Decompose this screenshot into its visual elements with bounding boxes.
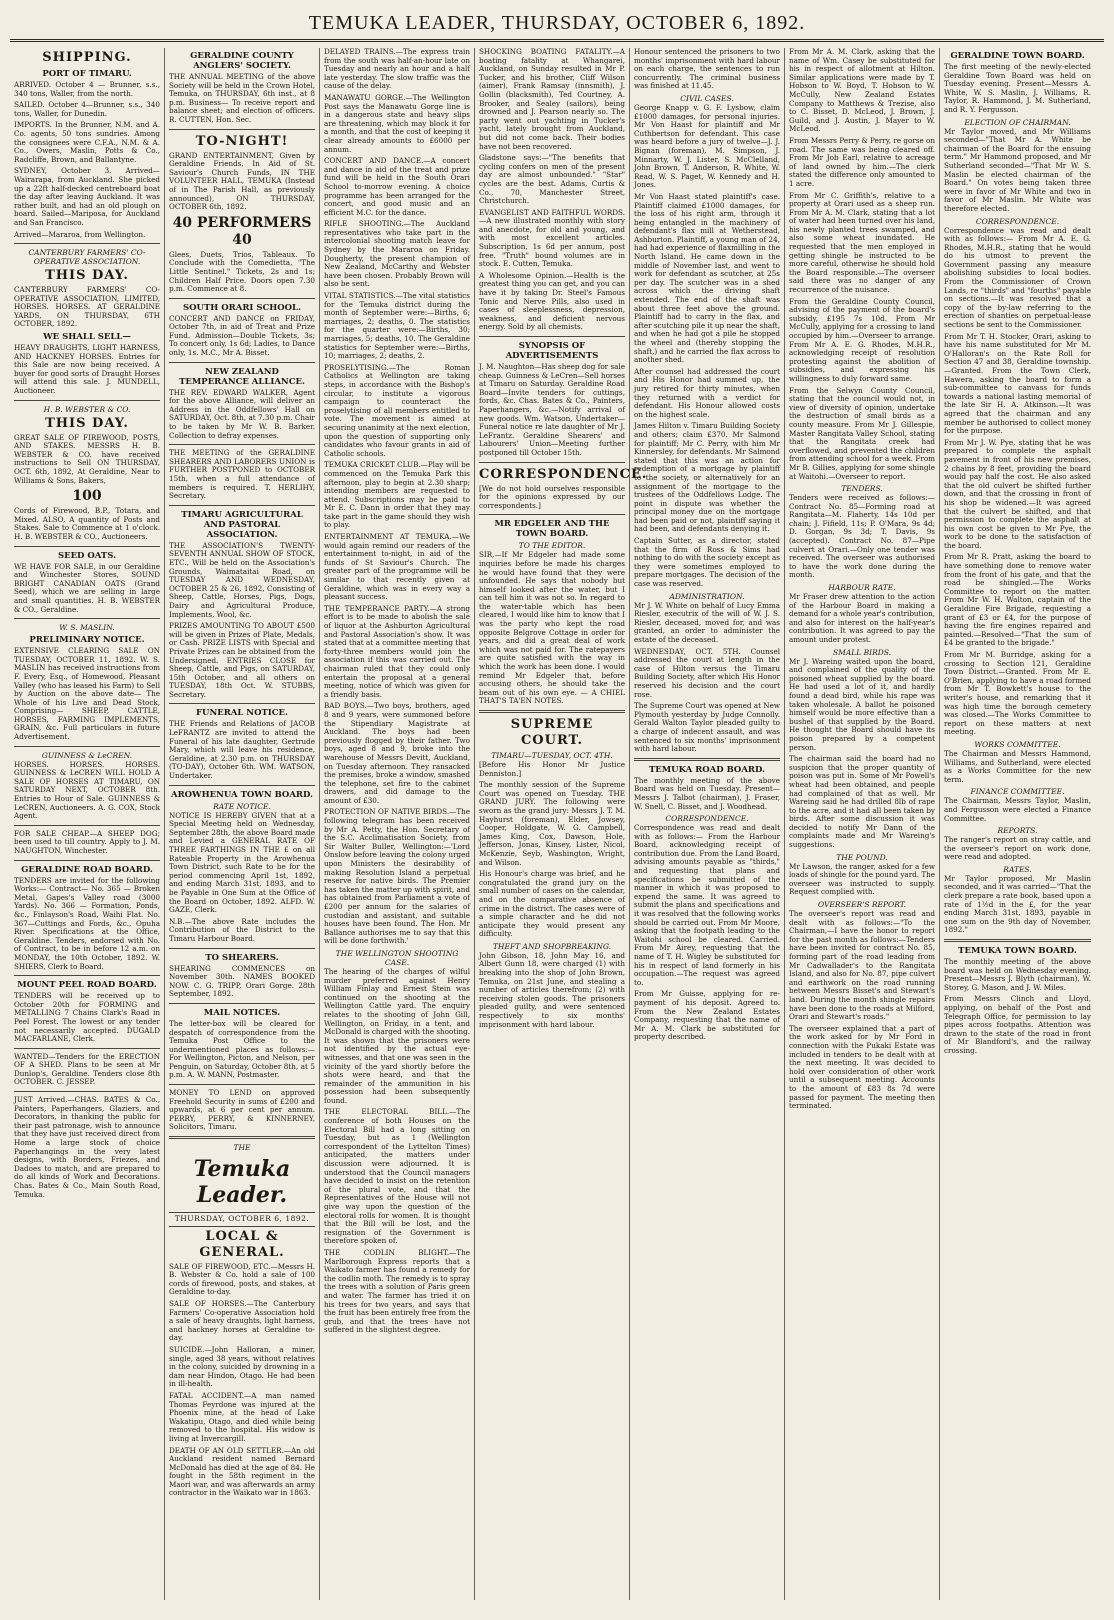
shipping-arrived: ARRIVED. October 4 — Brunner, s.s., 340 tons, Waller, from the north. [14,80,160,98]
works-committee: The Chairman and Messrs Hammond, Williams, and Sutherland, were elected as a Works Committee for the new term. [944,748,1091,784]
edgeler-heading: MR EDGELER AND THE TOWN BOARD. [494,519,610,540]
rate-notice: NOTICE IS HEREBY GIVEN that at a Special Meeting held on Wednesday, September 28th, the above Board made and Levied a GENERAL RATE OF THREE FARTHINGS IN THE £ on all Rateable Property in the Arowhenua Town District, such Rate to be for the period commencing April 1st, 1892, and ending March 31st, 1893, and to be Payable in One Sum at the Office of the Board on October, 1892. ALFD. W. GAZE, Clerk. [169,810,315,915]
theft-case: John Gibson, 18, John May 16, and Albert Gunn 18, were charged (1) with breaking into the shop of John Brown, Temuka, on 21st June, and stealing a number of articles therefrom; (2) with receiving stolen goods. The prisoners pleaded guilty, and were sentenced respectively to six months' imprisonment with hard labour. [479,950,625,1029]
divider [14,975,160,976]
divider [634,758,780,761]
gtb-correspondence-heading: CORRESPONDENCE. [975,216,1060,226]
edgeler-letter: SIR,—If Mr Edgeler had made some inquiries before he made his charges he would have found that they were unfounded. He says that nobody but himself looked after the water, but I can tell him it was not so. In regard to the water-table which has been cleared, I would like him to know that I was the party who kept the road opposite Belgrove Cottage in order for years, and did a great deal of work which was not paid for. The ratepayers are quite satisfied with the way in which the work has been done. I would remind Mr Edgeler that, before accusing others, he should take the beam out of his own eye. — A CHIEL THAT'S TA'EN NOTES. [479,550,625,706]
overseer-explained: The overseer explained that a part of the work asked for by Mr Ford in connection with the Pukaki Estate was included in tenders to be dealt with at the next meeting. It was decided to hold over consideration of other work until a subsequent meeting. Accounts to the amount of £83 8s 7d were passed for payment. The meeting then terminated. [789,1023,935,1111]
shearers-heading: TO SHEARERS. [205,952,279,963]
pound: Mr Lawson, the ranger, asked for a few loads of shingle for the pound yard. The overseer was instructed to supply. Request complied with. [789,861,935,897]
local-item-5: DEATH OF AN OLD SETTLER.—An old Auckland resident named Bernard McDonald has died at the age of 84. He fought in the 58th regiment in the Maori war, and was afterwards an army contractor in the Waikato war in 1863. [169,1445,315,1498]
synopsis-list: J. M. Naughton—Has sheep dog for sale cheap. Guinness & LeCren—Sell horses at Timaru on Saturday. Geraldine Road Board—Invite tenders for cuttings, fords, &c. Chas. Bates & Co., Painters, Paperhangers, &c.—Notify arrival of new goods. Wm. Watson, Undertaker—Funeral notice re late daughter of Mr J. LeFrantz. Geraldine Shearers' and Labourers' Union—Meeting further postponed till October 15th. [479,362,625,457]
synopsis-heading: SYNOPSIS OF ADVERTISEMENTS [505,341,599,361]
supreme-court-heading: SUPREME COURT. [510,717,594,748]
electoral-bill: THE ELECTORAL BILL.—The conference of both Houses on the Electoral Bill had a long sitting on Tuesday, but as 1 (Wellington correspondent of the Lyttelton Times) anticipated, the matters under discussion were adjourned. It is understood that the Council managers have decided to insist on the retention of the plural vote, and that the Representatives of the House will not give way upon the question of the electoral rolls for women. It is thought that the Bill will be lost, and the resignation of the Government is therefore spoken of. [324,1107,470,1246]
divider [169,362,315,363]
divider [169,444,315,445]
column-2 [165,48,320,1600]
finance-committee-heading: FINANCE COMMITTEE. [970,787,1065,797]
clark-application: From Mr A. M. Clark, asking that the name of Wm. Casey be substituted for his in respect of allotment at Hilton. Similar applications were made by T. Hobson to W. Boyd, T. Hobson to W. McCully, New Zealand Estates Company to Matthews & Trezise, also to C. Bisset, D. McLeod, J. Brown, J. Guild, and J. Austin, J. Mayer to W. McLeod. [789,47,935,134]
temperance-notice: THE REV. EDWARD WALKER, Agent for the above Alliance, will deliver an Address in the Oddfellows' Hall on SATURDAY, Oct. 8th, at 7.30 p.m. Chair to be taken by Mr W. B. Barker. Collection to defray expenses. [169,387,315,440]
geraldine-town-board-heading: GERALDINE TOWN BOARD. [950,51,1085,61]
civil-cases-heading: CIVIL CASES. [680,93,734,103]
shearers-union-notice: THE MEETING of the GERALDINE SHEARERS AND LABORERS UNION is FURTHER POSTPONED to OCTOBER 15th, when a full attendance of members is required. T. HERLIHY, Secretary. [169,448,315,501]
gtb-stocker: From Mr T. H. Stocker, Orari, asking to have his name substituted for Mr M. O'Halloran's on the Rate Roll for Section 47 and 38, Geraldine township.—Granted. From the Town Clerk, Hawera, asking the board to form a sub-committee to canvass for funds towards a national lasting memorial of the late Sir H. A. Atkinson.—It was agreed that the chairman and any member be authorised to collect money for the purpose. [944,331,1091,436]
road-board-present: The monthly meeting of the above Board was held on Tuesday. Present—Messrs J. Talbot (chairman), J. Fraser, W. Snell, C. Bisset, and J. Woodhead. [634,775,780,811]
masthead-the: THE [233,1143,251,1153]
codlin-blight: THE CODLIN BLIGHT.—The Marlborough Express reports that a Waikato farmer has found a remedy for the codlin moth. The remedy is to spray the trees with a solution of Paris green and water. The farmer has tried it on his trees for two years, and says that the fruit has been entirely free from the grub, and that the trees have not suffered in the slightest degree. [324,1247,470,1335]
knapp-details: Mr Von Haast stated plaintiff's case. Plaintiff claimed £1000 damages, for the loss of his right arm, through it being entangled in the machinery of defendant's flax mill at Wetherstead, Ashburton. Plaintiff, a young man of 24, had had experience of flaxmilling in the North Island. He came down in the middle of November last, and went to work for defendant as scutcher, at 25s per day. The scutcher was in a shed across which the driving shaft extended. The end of the shaft was about three feet above the ground. Plaintiff had to carry in the flax, and after scutching pile it up near the shaft, and when he had got a pile he stopped the wheel and (thereby stopping the shaft,) and he carried the flax across to another shed. [634,191,780,365]
gtb-pratt: From Mr R. Pratt, asking the board to have something done to remove water from the front of his gate, and that the road be shingled.—The Works Committee to report on the matter. From Mr W. H. Walton, captain of the Geraldine Fire Brigade, requesting a grant of £3 or £4, for the purpose of having the fire engines repaired and painted.—Resolved—"That the sum of £4 be granted to the brigade." [944,552,1091,648]
divider [169,785,315,786]
vital-statistics: VITAL STATISTICS.—The vital statistics for the Temuka district during the month of September were:—Births, 6; marriages, 2; deaths, 0. The statistics for the quarter were:—Births, 30; marriages, 5; deaths, 10. The Geraldine statistics for September were:—Births, 10; marriages, 2; deaths, 2. [324,291,470,361]
shipping-heading: SHIPPING. [42,50,132,65]
paper-dateline: THURSDAY, OCTOBER 6, 1892. [169,1212,315,1227]
correspondence-subheading: CORRESPONDENCE. [665,814,749,824]
administration-heading: ADMINISTRATION. [669,591,745,601]
divider [14,546,160,547]
road-board-tenders: TENDERS are invited for the following Works:— Contract— No. 365 — Broken Metal, Gapes's Valley road (3000 Yards). No. 366 — Formation, Ponds, &c., Finlayson's Road, Waihi Flat. No. 367—Cuttings and Fords, &c., Opuha River. Specifications at the Office, Geraldine. Tenders, endorsed with No. of Contract, to be in before 12 a.m. on MONDAY, the 10th October, 1892. W. SHIERS, Clerk to Board. [14,875,160,971]
guinness-notice: HORSES. HORSES. HORSES. GUINNESS & LeCREN WILL HOLD A SALE OF HORSES AT TIMARU, ON SATURDAY NEXT, OCTOBER 8th. Entries to Hour of Sale. GUINNESS & LeCREN, Auctioneers. A. G. COX, Stock Agent. [14,759,160,821]
timaru-ag-notice: THE ASSOCIATION'S TWENTY-SEVENTH ANNUAL SHOW OF STOCK, ETC., Will be held on the Association's Grounds, Waimataitai Road, on TUESDAY AND WEDNESDAY, OCTOBER 25 & 26, 1892, Consisting of Sheep, Cattle, Horses, Pigs, Dogs, Dairy and Agricultural Produce, Implements, Wool, &c. [169,540,315,619]
divider [479,462,625,463]
mail-heading: MAIL NOTICES. [203,1007,281,1018]
pound-heading: THE POUND. [836,852,888,862]
mount-peel-heading: MOUNT PEEL ROAD BOARD. [17,980,157,991]
before-honor: [Before His Honor Mr Justice Denniston.] [479,760,625,778]
chairman-election: Mr Taylor moved, and Mr Williams seconded—"That Mr A. White be chairman of the Board for the ensuing term." Mr Hammond proposed, and Mr Sutherland seconded—"That Mr W. S. Maslin be elected chairman of the Board." On votes being taken three were in favor of Mr White and two in favor of Mr Maslin. Mr White was therefore elected. [944,126,1091,213]
gorse-letter: From Messrs Perry & Perry, re gorse on road. The same was being cleared off. From Mr Job Earl, relative to acreage of land owned by him.—The clerk stated the difference only amounted to 1 acre. [789,135,935,188]
column-1 [10,48,165,1600]
column-5 [630,48,785,1600]
prelim-heading: PRELIMINARY NOTICE. [29,635,145,646]
shipping-sydney: SYDNEY, October 3. Arrived—Wairarapa, from Auckland. She picked up a 22ft half-decked centreboard boat the day after leaving Auckland. It was rather built, and had an old plough on board. Sailed—Mariposa, for Auckland and San Francisco. [14,166,160,227]
temuka-town-board-heading: TEMUKA TOWN BOARD. [958,946,1077,957]
cycles-ad: Gladstone says:—"The benefits that cycling confers on men of the present day are almost unbounded." "Star" cycles are the best. Adams, Curtis & Co., 70, Manchester Street, Christchurch. [479,153,625,206]
manawatu-gorge: MANAWATU GORGE.—The Wellington Post says the Manawatu Gorge line is in a dangerous state and heavy slips are threatening, which may block it for a month, and that the cost of keeping it clear already amounts to £6000 per annum. [324,92,470,154]
divider [944,939,1091,942]
ttb-clinch: From Messrs Clinch and Lloyd, applying, on behalf of the Post and Telegraph Office, for permission to lay pipes across footpaths. Attention was drawn to the state of the road in front of Mr Blandford's, and the railway crossing. [944,994,1091,1055]
rate-notice-heading: RATE NOTICE. [213,801,271,811]
cords-notice: Cords of Firewood, B.P., Totara, and Mixed. ALSO, A quantity of Posts and Stakes. Sale to Commence at 1 o'clock. H. B. WEBSTER & CO., Auctioneers. [14,506,160,541]
small-birds-heading: SMALL BIRDS. [833,647,891,657]
to-editor-heading: TO THE EDITOR. [518,541,586,551]
knapp-verdict: After counsel had addressed the court and His Honor had summed up, the jury retired for thirty minutes, when they returned with a verdict for defendant. His Honour allowed costs on the highest scale. [634,366,780,419]
local-item-2: SALE OF HORSES.—The Canterbury Farmers' Co-operative Association hold a sale of heavy draughts, light harness, and hackney horses at Geraldine to-day. [169,1299,315,1343]
column-3 [320,48,475,1600]
new-plymouth-court: The Supreme Court was opened at New Plymouth yesterday by Judge Connolly. Gerald Walton Taylor pleaded guilty to a charge of indecent assault, and was sentenced to six months' imprisonment with hard labour. [634,701,780,754]
wanted-notice: WANTED—Tenders for the ERECTION OF A SHED. Plans to be seen at Mr Dunlop's, Geraldine. Tenders close 8th OCTOBER. C. JESSEP. [14,1051,160,1087]
ttb-present: The monthly meeting of the above board was held on Wednesday evening. Present—Messrs J. Blyth (chairman), W. Storey, G. Mason, and J. W. Miles. [944,957,1091,992]
divider [479,514,625,515]
funeral-heading: FUNERAL NOTICE. [196,708,288,719]
divider [14,243,160,244]
road-board-correspondence-2: From Mr Guisse, applying for re-payment of his deposit. Agreed to. From the New Zealand Estates Company, requesting that the name of Mr A. M. Clark be substituted for property described. [634,989,780,1042]
divider [479,336,625,337]
gtb-burridge: From Mr M. Burridge, asking for a crossing to Section 121, Geraldine Town District.—Granted. From Mr E. O'Brien, applying to have a road formed from Mr T. Bowkett's house to the writer's house, and remarking that it was high time the borough cemetery was closed.—The Works Committee to report on these matters at next meeting. [944,650,1091,737]
divider [14,1048,160,1049]
shipping-imports: IMPORTS. In the Brunner, N.M. and A. Co. agents, 50 tons sundries. Among the consignees were C.F.A., N.M. & A. Co., Owers, Maslin, Potts & Co., Radcliffe, Brown, and Ballantyne. [14,120,160,164]
shearing-notice: SHEARING COMMENCES on November 30th. NAMES BOOKED NOW. C. G. TRIPP, Orari Gorge. 28th September, 1892. [169,963,315,999]
gtb-present: The first meeting of the newly-elected Geraldine Town Board was held on Tuesday evening. Present—Messrs A. White, W. S. Maslin, J. Williams, R. Taylor, R. Hammond, J. M. Sutherland, and R. Y. Fergusson. [944,62,1091,114]
shipping-sailed: SAILED. October 4—Brunner, s.s., 340 tons, Waller, for Dunedin. [14,100,160,118]
seed-oats-heading: SEED OATS. [57,550,117,561]
chairman-heading: ELECTION OF CHAIRMAN. [964,117,1071,127]
anglers-heading: GERALDINE COUNTY ANGLERS' SOCIETY. [190,51,294,71]
small-birds-2: The chairman said the board had no suspicion that the proper quantity of poison was put in. Some of Mr Powell's wheat had been obtained, and people had complained of that as well. Mr Wareing said he had drilled 8lb of rape to the acre, and it had all been taken by birds. After some discussion it was decided to notify Mr Dann of the complaints made and Mr Wareing's suggestions. [789,754,935,850]
divider [14,746,160,747]
wednesday-session: WEDNESDAY, OCT. 5TH. Counsel addressed the court at length in the case of Hilton versus the Timaru Building Society, after which His Honor reserved his decision and the court rose. [634,646,780,699]
glees-notice: Glees, Duets, Trios, Tableaux. To Conclude with the Comedietta, "The Little Sentinel." Tickets, 2s and 1s; Children Half Price. Doors open 7.30 p.m. Commence at 8. [169,249,315,294]
seed-oats-notice: WE HAVE FOR SALE, in our Geraldine and Winchester Stores, SOUND BRIGHT CANADIAN OATS (Grand Seed), which we are selling in large and small quantities. H. B. WEBSTER & CO., Geraldine. [14,561,160,614]
paper-title: Temuka Leader. [193,1156,291,1209]
divider [14,825,160,826]
page-masthead: TEMUKA LEADER, THURSDAY, OCTOBER 6, 1892. [10,6,1104,42]
overseer-heading: OVERSEER'S REPORT. [818,900,906,910]
money-notice: MONEY TO LEND on approved Freehold Security in sums of £200 and upwards, at 6 per cent per annum. PERRY, PERRY, & KINNERNEY, Solicitors, Timaru. [169,1088,315,1132]
wellington-case-heading: THE WELLINGTON SHOOTING CASE. [335,948,459,967]
performers-count: 40 PERFORMERS 40 [172,214,312,248]
column-4 [475,47,648,1600]
column-7 [940,48,1095,1600]
divider [479,710,625,713]
local-general-heading: LOCAL & GENERAL. [199,1228,285,1260]
rates: Mr Taylor proposed, Mr Maslin seconded, and it was carried—"That the clerk prepare a rate book, based upon a rate of 1½d in the £, for the year ending March 31st, 1893, payable in one sum on the 9th day of November, 1892." [944,873,1091,935]
selwyn-letter: From the Selwyn County Council, stating that the council would not, in view of diversity of opinion, undertake the destruction of small birds as a county measure. From Mr J. Gillespie, Master Rangitata Valley School, stating that the Rangitata creek had overflowed, and prevented the children from attending school for a week. From Mr B. Gillies, applying for some shingle at Waitohi.—Overseer to report. [789,385,935,481]
clearing-sale-notice: EXTENSIVE CLEARING SALE ON TUESDAY, OCTOBER 11, 1892. W. S. MASLIN has received instructions from F. Every, Esq., of Homewood, Pleasant Valley (who has leased his Farm) to Sell by Auction on the above date— The Whole of his Live and Dead Stock, Comprising— SHEEP, CATTLE, HORSES, FARMING IMPLEMENTS, GRAIN, &c. Full particulars in future Advertisement. [14,646,160,742]
timaru-date-heading: TIMARU—TUESDAY, OCT. 4TH. [491,751,613,760]
correspondence-disclaimer: [We do not hold ourselves responsible for the opinions expressed by our correspondents.] [479,483,625,510]
divider [169,1084,315,1085]
correspondence-heading: CORRESPONDENCE. [479,466,648,482]
small-birds: Mr J. Wareing waited upon the board, and complained of the quality of the poisoned wheat supplied by the board. He had used a lot of it, and hardly found a dead bird, while his rape was taken wholesale. A ballot he poisoned himself would be more effective than a bushel of that supplied by the Board. He thought the Board should have its poison prepared by a competent person. [789,656,935,752]
wholesome-opinion: A Wholesome Opinion.—Health is the greatest thing you can get, and you can have it by taking Dr. Steel's Famous Tonic and Nerve Pills, also used in cases of sleeplessness, depression, weakness, and deficient nervous energy. Sold by all chemists. [479,270,625,332]
guinness-heading: GUINNESS & LeCREN. [41,750,133,760]
bates-notice: JUST Arrived.—CHAS. BATES & Co., Painters, Paperhangers, Glaziers, and Decorators, in thanking the public for their past patronage, wish to announce that they have just received direct from Home a large stock of choice Paperhangings in the very latest designs, with Borders, Friezes, and Dadoes to match, and are prepared to do all kinds of Work and Decorations. Chas. Bates & Co., Main South Road, Temuka. [14,1095,160,1199]
rifle-shooting: RIFLE SHOOTING.—The Auckland representatives who take part in the intercolonial shooting match leave for Sydney by the Mararoa on Friday. Dougherty, the present champion of New Zealand, McCarthy and Webster have been chosen. Probably Brown will also be sent. [324,219,470,289]
boating-fatality: SHOCKING BOATING FATALITY.—A boating fatality at Whangarei, Auckland, on Sunday resulted in Mr P. Tucker, and his brother, Cliff Wilson (aimer), Frank Ramsay (innsmith), J. Gollin (blacksmith), Ted Courtney, A. Brooker, and Sealey (sailors), being drowned and J. Pearson nearly so. The party went out yachting in Tucker's yacht, lately brought from Auckland, but did not come back. Their bodies have not been recovered. [479,47,625,151]
newspaper-page [10,6,1104,1606]
local-item-3: SUICIDE.—John Halloran, a miner, single, aged 38 years, without relatives in the colony, suicided by drowning in a dam near Hindon, Otago. He had been in ill-health. [169,1344,315,1389]
timaru-ag-heading: TIMARU AGRICULTURAL AND PASTORAL ASSOCIATION. [181,509,303,540]
road-board-correspondence: Correspondence was read and dealt with as follows:— From the Harbour Board, acknowledging receipt of contribution due. From the Land Board, advising amounts payable as "thirds," and requesting that plans and specifications be submitted of the manner in which it was proposed to expend the same. It was agreed to submit the plans and specifications and it was resolved that the following works should be carried out. From Mr Moore, asking that the footpath leading to the Waitohi school be cleared. Carried. From Mr Airey, requesting that the name of T. H. Wigley be substituted for his in respect of land formerly in his occupation.—The request was agreed to. [634,823,781,987]
tenders-heading: TENDERS. [841,484,883,494]
orari-notice: CONCERT AND DANCE on FRIDAY, October 7th, in aid of Treat and Prize Fund. Admission—Double Tickets, 3s; To concert only, 1s 6d; Ladies, to Dance only, 1s. M.C., Mr A. Bisset. [169,313,315,358]
tenders-received: Tenders were received as follows:— Contract No. 85—Forming road at Rangitata—M. Flaherty, 14s 10d per chain; J. Fifield, 11s; P. O'Mara, 9s 4d; D. Gorgan, 9s 3d; T. Davis, 9s (accepted). Contract No. 87—Pipe culvert at Orari.—Only one tender was received. The overseer was authorised to have the work done during the month. [789,493,935,580]
divider [169,1003,315,1004]
riesler-estate: Mr J. W. White on behalf of Lucy Emma Riesler, executrix of the will of W. J. S. Riesler, deceased, moved for, and was granted, an order to administer the estate of the deceased. [634,600,780,644]
reports-heading: REPORTS. [997,826,1038,836]
columns [10,48,1104,1600]
native-birds: PROTECTION OF NATIVE BIRDS.—The following telegram has been received by Mr A. Petty, the Hon. Secretary of the S.C. Acclimatisation Society, from Sir Walter Buller, Wellington:—'Lord Onslow before leaving the colony urged upon Ministers the desirability of making Resolution Island a perpetual reserve for native birds. The Premier has taken the matter up with spirit, and has obtained from Parliament a vote of £200 per annum for the salaries of custodian and assistant, and suitable houses have been found. The Hon. Mr Ballance authorises me to say that this will be done forthwith.' [324,807,470,946]
reports: The ranger's report on stray cattle, and the overseer's report on work done, were read and adopted. [944,835,1091,862]
arowhenua-heading: AROWHENUA TOWN BOARD. [170,789,314,800]
divider [14,1091,160,1092]
grand-entertainment-notice: GRAND ENTERTAINMENT, Given by Geraldine Friends, In Aid of St. Saviour's Church Funds, IN THE VOLUNTEER HALL, TEMUKA (Instead of in The Parish Hall, as previously announced), ON THURSDAY, OCTOBER 6th, 1892. [169,150,315,212]
orari-heading: SOUTH ORARI SCHOOL. [182,302,301,313]
draught-horses-notice: HEAVY DRAUGHTS, LIGHT HARNESS, AND HACKNEY HORSES. Entries for this Sale are now being received. A buyer for good sorts of Draught Horses will attend this sale. J. MUNDELL, Auctioneer. [14,343,160,396]
gtb-pye: From Mr J. W. Pye, stating that he was prepared to complete the asphalt pavement in front of his new premises, 2 chains by 8 feet, providing the board would pay half the cost. He also asked that the old culvert be shifted further down, and that the crossing in front of his shop be widened.—It was agreed that the culvert be shifted, and that permission to complete the asphalt at his own cost be given to Mr Pye, the work to be done to the satisfaction of the board. [944,437,1091,550]
shipping-arrived-2: Arrived—Mararoa, from Wellington. [14,229,146,239]
rates-heading: RATES. [1003,864,1032,874]
temperance-party: THE TEMPERANCE PARTY.—A strong effort is to be made to abolish the sale of liquor at the Ashburton Agricultural and Pastoral Association's show. It was stated that at a committee meeting that forty-three members would join the association if this was carried out. The chairman ruled that they could only entertain the proposal at a general meeting, notice of which was given for a friendly basis. [324,603,470,699]
divider [169,1136,315,1139]
webster-heading: H. B. WEBSTER & CO. [43,404,131,414]
funeral-notice: THE Friends and Relations of JACOB LeFRANTZ are invited to attend the Funeral of his late daughter, Gertrude Mary, which will leave his residence, Geraldine, at 2.30 p.m. on THURSDAY (TO-DAY), October 6th. WM. WATSON, Undertaker. [169,719,315,781]
divider [169,129,315,130]
delayed-trains: DELAYED TRAINS.—The express train from the south was half-an-hour late on Tuesday and nearly an hour and a half late yesterday. The slow traffic was the cause of the delay. [324,47,470,91]
mail-notice: The letter-box will be cleared for despatch of correspondence from the Temuka Post Office to the undermentioned places as follows:— For Wellington, Picton, and Nelson, per Penguin, on Saturday, October 8th, at 5 p.m. A. W. MANN, Postmaster. [169,1018,315,1080]
harbour-rate: Mr Fraser drew attention to the action of the Harbour Board in making a demand for a whole year's contribution, and also for interest on the half-year's contribution. It was agreed to pay the amount under protest. [789,592,935,644]
assoc-notice: CANTERBURY FARMERS' CO-OPERATIVE ASSOCIATION, LIMITED, HORSES. HORSES. AT GERALDINE YARDS, ON THURSDAY, 6TH OCTOBER, 1892. [14,285,160,329]
firewood-notice: GREAT SALE OF FIREWOOD, POSTS, AND STAKES. MESSRS H. B. WEBSTER & CO. have received instructions to Sell ON THURSDAY, OCT. 6th, 1892, At Geraldine, Near to Williams & Sons, Bakers, [14,432,160,485]
divider [14,618,160,619]
shall-sell-heading: WE SHALL SELL— [43,332,131,343]
griffiths-letter: From Mr C. Griffith's, relative to a property at Orari used as a sheep run. From Mr A. M. Clark, stating that a lot of water had been turned over his land, his newly planted trees swamped, and also some wheat inundated. He requested that the men employed in getting shingle be instructed to be more careful, otherwise he should hold the Board responsible.—The overseer said there was no danger of any recurrence of the nuisance. [789,190,935,295]
column-6 [785,48,940,1600]
anglers-notice: THE ANNUAL MEETING of the above Society will be held in the Crown Hotel, Temuka, on THURSDAY, 6th inst., at 8 p.m. Business— To receive report and balance sheet; and election of officers. R. CUTTEN, Hon. Sec. [169,72,315,124]
cricket-club: TEMUKA CRICKET CLUB.—Play will be commenced on the Temuka Park this afternoon, play to begin at 2.30 sharp; intending members are requested to attend. Subscriptions may be paid to Mr E. C. Dann in order that they may take part in the game should they wish to play. [324,460,470,530]
finance-committee: The Chairman, Messrs Taylor, Maslin, and Fergusson were elected a Finance Committee. [944,796,1091,823]
court-session: The monthly session of the Supreme Court was opened on Tuesday. THE GRAND JURY. The following were sworn as the grand jury: Messrs J. T. M. Hayhurst (foreman), Elder, Jowsey, Cooper, Holdgate, W. G. Campbell, James King, Cox, Dawson, Hole, Jefferson, Jonas, Kinsey, Lister, Nicol, McKenzie, Seyb, Washington, Wright, and Wilson. [479,780,625,867]
knapp-case: George Knapp v. G. F. Lysbow, claim £1000 damages, for personal injuries. Mr Von Haast for plaintiff and Mr Cuthbertson for defendant. This case was heard before a jury of twelve—J. J. Bignan (foreman), M. Simpson, J. Minnarty, W. J. Lister, S. McClelland, John Brown, T. Anderson, R. White, W. Read, W. S. Paget, W. Kennedy and H. Jones. [634,102,780,190]
divider [14,860,160,861]
county-council-letter: From the Geraldine County Council, advising of the payment of the board's subsidy, £195 7s 10d. From Mr McCully, applying for a crossing to land occupied by him.—Overseer to arrange. From Mr A. E. G. Rhodes, M.H.R., acknowledging receipt of resolution protesting against the abolition of subsidies, and expressing his willingness to duly forward same. [789,296,935,383]
proselytising: PROSELYTISING.—The Roman Catholics at Wellington are taking steps, in accordance with the Bishop's circular, to institute a vigorous campaign to counteract the proselytising of all members entitled to vote. The movement is aimed at securing unanimity at the next election, upon the question of supporting only candidates who favour grants in aid of Catholic schools. [324,362,470,458]
divider [169,703,315,704]
entertainment-temuka: ENTERTAINMENT AT TEMUKA.—We would again remind our readers of the entertainment to-night, in aid of the funds of St Saviour's Church. The greater part of the programme will be similar to that recently given at Geraldine, which was in every way a pleasant success. [324,532,470,602]
road-board-heading: GERALDINE ROAD BOARD. [21,864,153,875]
port-heading: PORT OF TIMARU. [42,69,132,79]
concert-dance: CONCERT AND DANCE.—A concert and dance in aid of the treat and prize fund will be held in the South Orari School to-morrow evening. A choice programme has been arranged for the concert, and good music and an efficient M.C. for the dance. [324,156,470,217]
bad-boys: BAD BOYS.—Two boys, brothers, aged 8 and 9 years, were summoned before the Stipendiary Magistrate at Auckland. The boys had been previously flogged by their father. Two boys, aged 8 and 9, broke into the warehouse of Messrs Devitt, Auckland, on Tuesday afternoon. They ransacked the premises, broke a window, smashed the telephone, set fire to the cabinet drawers, and did damage to the amount of £30. [324,701,470,805]
sentence-summary: Honour sentenced the prisoners to two months' imprisonment with hard labour on each charge, the sentences to run concurrently. The criminal business was finished at 11.45. [634,47,780,91]
sutter-evidence: Captain Sutter, as a director, stated that the firm of Ross & Sims had nothing to do with the society except as they were sometimes employed to prepare mortgages. The decision of the case was reserved. [634,536,780,589]
this-day-heading-2: THIS DAY. [45,415,129,431]
overseer-report: The overseer's report was read and dealt with as follows:—"To the Chairman,—I have the honor to report for the past month as follows:—Tenders have been invited for contract No. 85, forming part of the road leading from Mr Cadwallader's to the Rangitata Island, and also for No. 87, pipe culvert and earthwork on the road running between Messrs Bisset's and Stewart's land. During the month shingle repairs have been done to the roads at Milford, Orari and Stewart's roads." [789,909,935,1022]
divider [169,505,315,506]
tonight-heading: TO-NIGHT! [195,133,289,149]
divider [14,400,160,401]
rate-nb: N.B.—The above Rate includes the Contribution of the District to the Timaru Harbour Board. [169,916,315,943]
maslin-heading: W. S. MASLIN. [59,623,115,633]
temuka-road-board-heading: TEMUKA ROAD BOARD. [648,764,766,775]
works-committee-heading: WORKS COMMITTEE. [974,739,1061,749]
prizes-notice: PRIZES AMOUNTING TO ABOUT £500 will be given in Prizes of Plate, Medals, or Cash. PRIZE LISTS with Special and Private Prizes can be obtained from the Undersigned. ENTRIES CLOSE for Sheep, Cattle, and Pigs, on SATURDAY, 15th October, and all others on TUESDAY, 18th Oct. W. STUBBS, Secretary. [169,621,315,699]
wellington-case: The hearing of the charges of wilful murder preferred against Henry William Finlay and Ernest Stein was continued on the shooting at the Wellington Cattle yard. The enquiry relates to the shooting of John Gill, Wellington, on Friday, in a tent, and McDonald is charged with the shooting. It was shown that the prisoners were not identified by the actual eye-witnesses, and that one was seen in the vicinity of the yard shortly before the shots were heard, and that the remainder of the ammunition in his possession had been subsequently found. [324,966,470,1105]
this-day-heading: THIS DAY. [45,268,129,284]
divider [169,948,315,949]
sheep-dog-notice: FOR SALE CHEAP.—A SHEEP DOG; been used to till country. Apply to J. M. NAUGHTON, Winchester. [14,828,160,855]
temperance-heading: NEW ZEALAND TEMPERANCE ALLIANCE. [179,366,305,387]
mount-peel-notice: TENDERS will be received up to October 20th for FORMING and METALLING 7 Chains Clark's Road in Peel Forest. The lowest or any tender not necessarily accepted. DUGALD MACFARLANE, Clerk. [14,991,160,1044]
divider [169,298,315,299]
evangelist-ad: EVANGELIST AND FAITHFUL WORDS.—A new illustrated monthly with story and anecdote, for old and young, and with most excellent articles. Subscription, 1s 6d per annum, post free. "Truth" bound volumes are in stock. E. Cutten, Temuka. [479,207,625,269]
canterbury-heading: CANTERBURY FARMERS' CO-OPERATIVE ASSOCIATION. [28,248,146,267]
hilton-case: James Hilton v. Timaru Building Society and others; claim £370. Mr Salmond for plaintiff; Mr C. Perry, with him Mr Kinnersley, for defendants. Mr Salmond stated that this was an action for redemption of a mortgage by plaintiff to the society, or alternatively for an assignment of the mortgage to the trustees of the Oddfellows Lodge. The point in dispute was whether the principal money due on the mortgage had been paid or not, plaintiff saying it had been, and defendants denying it. [634,421,780,534]
theft-heading: THEFT AND SHOPBREAKING. [492,941,612,951]
local-item-1: SALE OF FIREWOOD, ETC.—Messrs H. B. Webster & Co. hold a sale of 100 cords of firewood, posts, and stakes, at Geraldine to-day. [169,1261,315,1297]
honor-charge: His Honour's charge was brief, and he congratulated the grand jury on the small number of cases on the calendar, and on the comparative absence of crime in the district. The cases were of a simple character and he did not anticipate they would present any difficulty. [479,869,625,939]
cords-count: 100 [72,488,102,505]
harbour-rate-heading: HARBOUR RATE. [828,583,896,593]
gtb-correspondence: Correspondence was read and dealt with as follows:— From Mr A. E. G. Rhodes, M.H.R., stating that he would do his utmost to prevent the Government passing any measure abolishing subsidies to local bodies. From the Commissioner of Crown Lands, re "thirds" and "fourths" payable on sections.—It was resolved that a copy of the by-law referring to the erection of shanties on perpetual-lease sections be sent to the Commissioner. [944,225,1091,330]
local-item-4: FATAL ACCIDENT.—A man named Thomas Feyrdone was injured at the Phoenix mine, at the head of Lake Wakatipu, Otago, and died while being removed to the hospital. His widow is living at Invercargill. [169,1390,315,1443]
